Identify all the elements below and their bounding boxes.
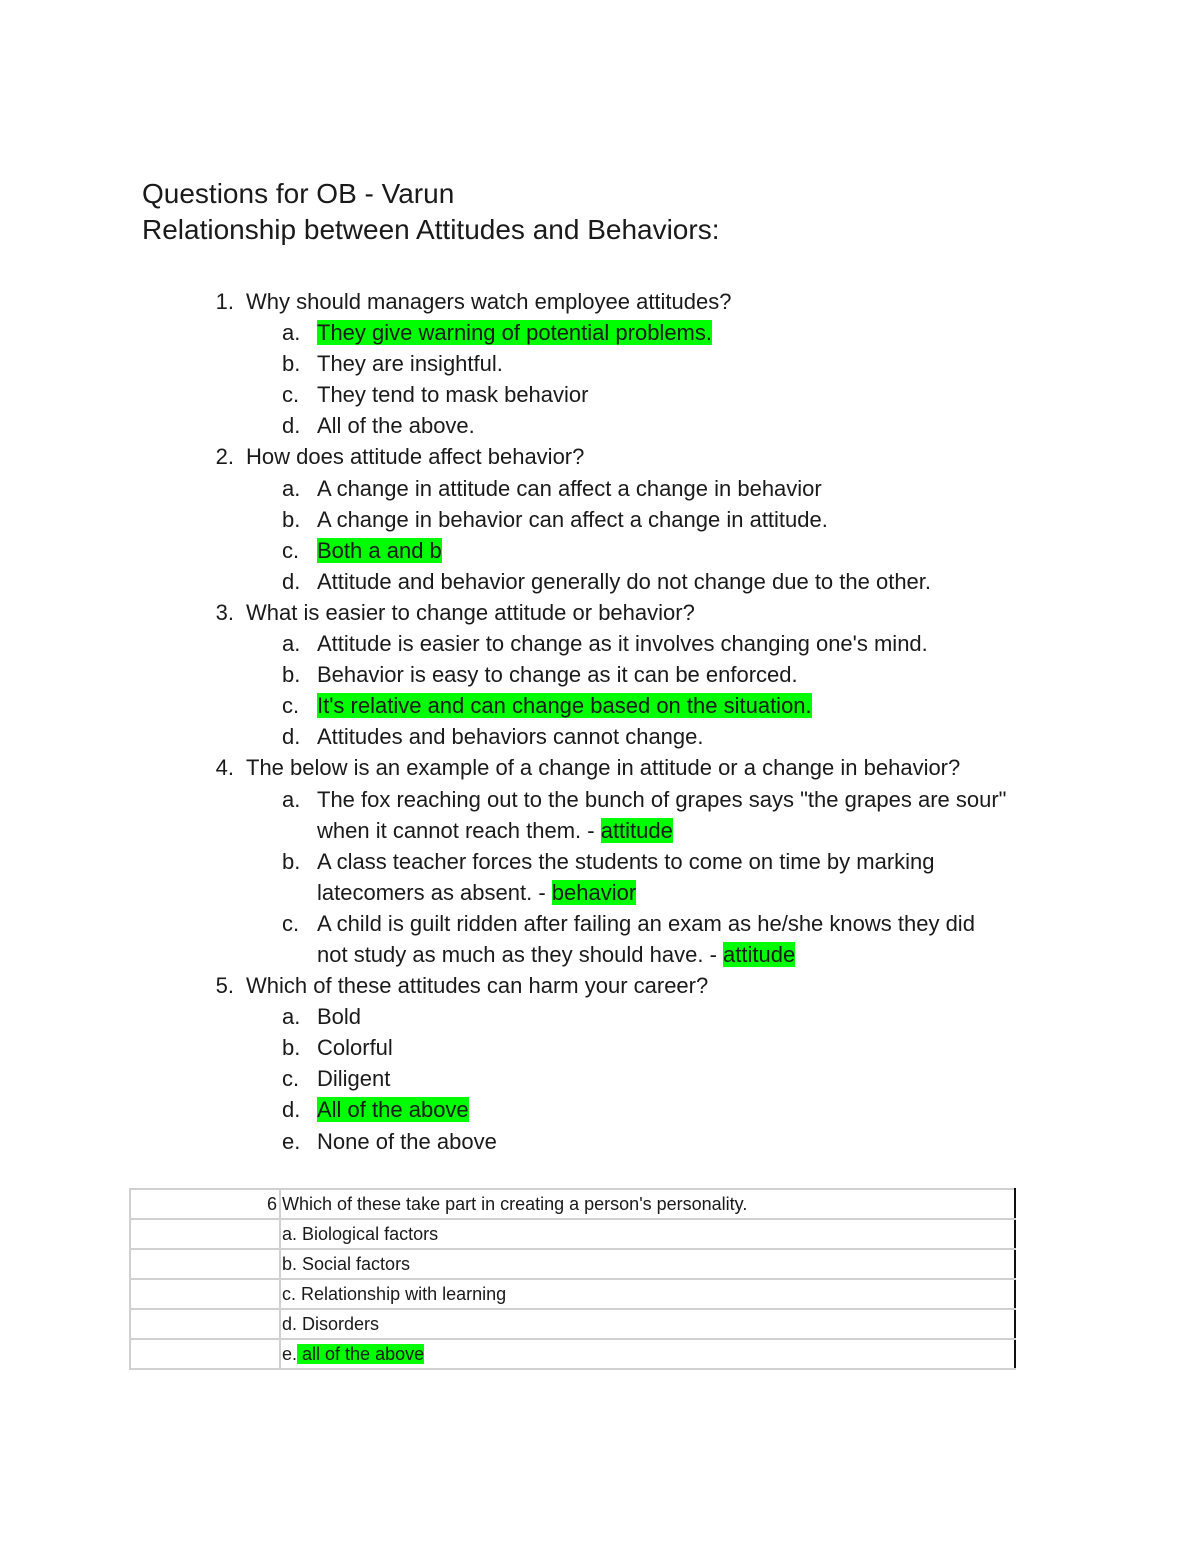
question-6-table xyxy=(129,1188,1016,1370)
option-text: Disorders xyxy=(297,1314,380,1334)
question-number: 3. xyxy=(215,599,234,625)
option-cell xyxy=(280,1249,1015,1279)
option-2d xyxy=(0,566,1200,597)
option-5e xyxy=(0,1126,1200,1157)
option-text: A class teacher forces the students to come on time by marking xyxy=(317,848,935,874)
question-5 xyxy=(0,970,1200,1001)
option-letter: a. xyxy=(282,1224,298,1244)
option-letter: b. xyxy=(282,848,301,874)
option-letter: d. xyxy=(282,413,301,439)
option-5c xyxy=(0,1063,1200,1094)
title-line-2: Relationship between Attitudes and Behaviors: xyxy=(142,214,720,245)
option-2c xyxy=(0,535,1200,566)
option-letter: a. xyxy=(282,320,301,346)
question-text: The below is an example of a change in attitude or a change in behavior? xyxy=(246,755,961,781)
question-text: What is easier to change attitude or behavior? xyxy=(246,599,695,625)
option-4a-continued xyxy=(0,815,1200,846)
page-title xyxy=(142,176,720,248)
table-row xyxy=(130,1279,1015,1309)
option-3c xyxy=(0,690,1200,721)
option-3a xyxy=(0,628,1200,659)
question-number: 5. xyxy=(215,973,234,999)
highlighted-answer: attitude xyxy=(600,817,673,843)
option-cell xyxy=(280,1339,1015,1369)
option-1a xyxy=(0,317,1200,348)
option-2b xyxy=(0,504,1200,535)
option-text: Colorful xyxy=(317,1035,393,1061)
option-4b-continued xyxy=(0,877,1200,908)
option-letter: a. xyxy=(282,786,301,812)
option-letter: b. xyxy=(282,1254,298,1274)
question-text: Which of these attitudes can harm your career? xyxy=(246,973,709,999)
question-number: 4. xyxy=(215,755,234,781)
option-cell xyxy=(280,1309,1015,1339)
option-letter: d. xyxy=(282,1097,301,1123)
option-cell xyxy=(280,1279,1015,1309)
option-letter: e. xyxy=(282,1344,298,1364)
option-text: Attitudes and behaviors cannot change. xyxy=(317,724,704,750)
option-letter: c. xyxy=(282,537,300,563)
table-row xyxy=(130,1309,1015,1339)
option-1d xyxy=(0,410,1200,441)
table-row xyxy=(130,1249,1015,1279)
question-number-cell: 6 xyxy=(130,1189,280,1219)
option-letter: a. xyxy=(282,1004,301,1030)
empty-cell xyxy=(130,1219,280,1249)
option-text: They are insightful. xyxy=(317,351,503,377)
option-letter: b. xyxy=(282,506,301,532)
option-1b xyxy=(0,348,1200,379)
option-text-continued: latecomers as absent. - xyxy=(317,879,552,905)
option-text: A change in behavior can affect a change in attitude. xyxy=(317,506,828,532)
empty-cell xyxy=(130,1249,280,1279)
option-2a xyxy=(0,473,1200,504)
option-text: They tend to mask behavior xyxy=(317,382,589,408)
option-letter: b. xyxy=(282,351,301,377)
option-5a xyxy=(0,1001,1200,1032)
question-text: Why should managers watch employee attitudes? xyxy=(246,289,732,314)
option-letter: b. xyxy=(282,1035,301,1061)
question-4 xyxy=(0,752,1200,783)
empty-cell xyxy=(130,1339,280,1369)
option-text: Biological factors xyxy=(297,1224,439,1244)
option-text: Attitude and behavior generally do not change due to the other. xyxy=(317,568,932,594)
option-text: Relationship with learning xyxy=(296,1284,507,1304)
option-letter: c. xyxy=(282,1284,297,1304)
question-1 xyxy=(0,286,1200,317)
option-text: All of the above. xyxy=(317,413,475,439)
option-text: The fox reaching out to the bunch of grapes says "the grapes are sour" xyxy=(317,786,1007,812)
option-letter: d. xyxy=(282,724,301,750)
option-4a xyxy=(0,784,1200,815)
option-text: Behavior is easy to change as it can be enforced. xyxy=(317,662,798,688)
option-letter: c. xyxy=(282,693,300,719)
question-list xyxy=(0,286,1200,1157)
question-number: 1. xyxy=(215,289,234,314)
option-letter: c. xyxy=(282,382,300,408)
option-letter: d. xyxy=(282,1314,298,1334)
option-text-continued: not study as much as they should have. - xyxy=(317,941,724,967)
option-letter: c. xyxy=(282,1066,300,1092)
option-4b xyxy=(0,846,1200,877)
option-5d xyxy=(0,1094,1200,1125)
option-letter: a. xyxy=(282,631,301,657)
option-3d xyxy=(0,721,1200,752)
option-text: Diligent xyxy=(317,1066,391,1092)
highlighted-answer: behavior xyxy=(551,879,637,905)
option-text: A change in attitude can affect a change in behavior xyxy=(317,475,822,501)
title-line-1: Questions for OB - Varun xyxy=(142,178,455,209)
option-text: Attitude is easier to change as it involves changing one's mind. xyxy=(317,631,928,657)
option-text-continued: when it cannot reach them. - xyxy=(317,817,601,843)
table-row xyxy=(130,1189,1015,1219)
table-row xyxy=(130,1339,1015,1369)
option-5b xyxy=(0,1032,1200,1063)
option-letter: d. xyxy=(282,568,301,594)
highlighted-answer: Both a and b xyxy=(317,537,442,563)
highlighted-answer: They give warning of potential problems. xyxy=(317,320,712,346)
option-4c-continued xyxy=(0,939,1200,970)
option-letter: a. xyxy=(282,475,301,501)
highlighted-answer: all of the above xyxy=(297,1344,425,1364)
option-text: None of the above xyxy=(317,1128,497,1154)
option-text: A child is guilt ridden after failing an exam as he/she knows they did xyxy=(317,910,975,936)
option-text: Bold xyxy=(317,1004,362,1030)
option-3b xyxy=(0,659,1200,690)
question-text-cell: Which of these take part in creating a person's personality. xyxy=(280,1189,1015,1219)
option-cell xyxy=(280,1219,1015,1249)
empty-cell xyxy=(130,1309,280,1339)
option-1c xyxy=(0,379,1200,410)
question-2 xyxy=(0,441,1200,472)
empty-cell xyxy=(130,1279,280,1309)
highlighted-answer: It's relative and can change based on the situation. xyxy=(317,693,812,719)
option-text: Social factors xyxy=(297,1254,411,1274)
option-letter: b. xyxy=(282,662,301,688)
question-number: 2. xyxy=(215,444,234,470)
option-letter: c. xyxy=(282,910,300,936)
highlighted-answer: attitude xyxy=(723,941,796,967)
option-4c xyxy=(0,908,1200,939)
option-letter: e. xyxy=(282,1128,301,1154)
question-text: How does attitude affect behavior? xyxy=(246,444,585,470)
highlighted-answer: All of the above xyxy=(317,1097,469,1123)
question-3 xyxy=(0,597,1200,628)
table-row xyxy=(130,1219,1015,1249)
